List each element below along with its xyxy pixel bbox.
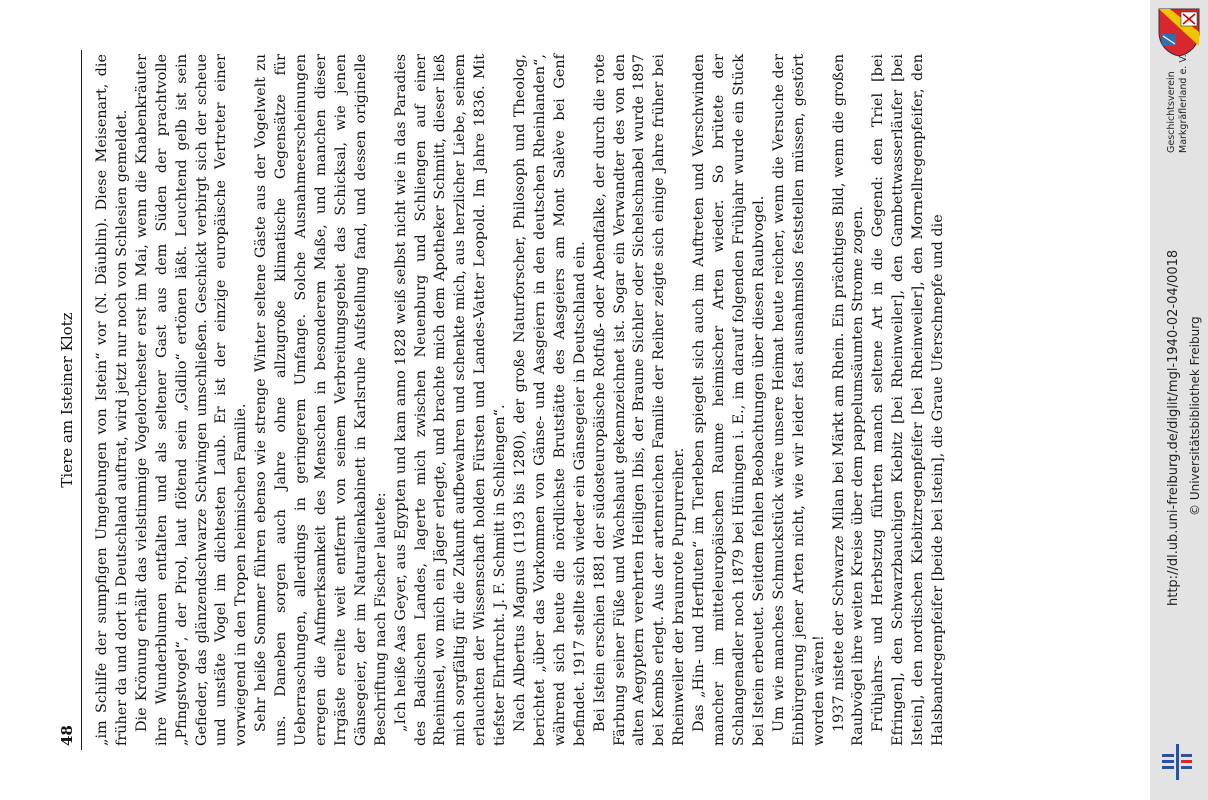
permalink-url[interactable]: http://dl.ub.uni-freiburg.de/diglit/mgl-1940-02-04/0018 [1166, 249, 1181, 606]
copyright-notice: © Universitätsbibliothek Freiburg [1188, 316, 1202, 516]
library-logo-icon [1160, 742, 1194, 782]
page-number: 48 [58, 725, 76, 746]
paragraph: Das „Hin- und Herfluten“ im Tierleben spiegelt sich auch im Auftreten und Verschwinden mancher im mitteleuropäischen Raume heimischer Arten wieder. So brütete der Schlangenadler noch 1879 bei Hüningen i. E., im darauf folgenden Frühjahr wurde ein Stück bei Istein erbeutet. Seitdem fehlen Beobachtungen über diesen Raubvogel. [691, 54, 767, 746]
paragraph: Um wie manches Schmuckstück wäre unsere Heimat heute reicher, wenn die Versuche der Einbürgerung jener Arten nicht, wie wir leider fast ausnahmslos feststellen müssen, gestört worden wären! [770, 54, 827, 746]
paragraph: Frühjahrs- und Herbstzug führten manch seltene Art in die Gegend: den Triel [bei Efringen], den Schwarzbauchigen Kiebitz [bei Rheinweiler], den Gambettwasserläufer [bei Istein], den nordischen Kiebitzregenpfeifer [bei Rheinweiler], den Mornellregenpfeifer, den Halsbandregenpfeifer [beide bei Istein], die Graue Uferschnepfe und die [870, 54, 947, 746]
paragraph: Die Krönung erhält das vielstimmige Vogelorchester erst im Mai, wenn die Knabenkräuter ihre Wunderblumen entfalten und als seltener Gast aus dem Süden der prachtvolle „Pfingstvogel“, der Pirol, laut flötend sein „Gidlio“ ertönen läßt. Leuchtend gelb ist sein Gefieder, das glänzendschwarze Schwingen umschließen. Geschickt verbirgt sich der scheue und unstäte Vogel im dichtesten Laub. Er ist der einzige europäische Vertreter einer vorwiegend in den Tropen heimischen Familie. [133, 54, 250, 746]
paragraph: 1937 nistete der Schwarze Milan bei Märkt am Rhein. Ein prächtiges Bild, wenn die großen Raubvögel ihre weiten Kreise über dem pappelumsäumten Strome zogen. [830, 54, 867, 746]
society-name-line2: Markgräflerland e. V. [1178, 54, 1189, 153]
page-header [55, 50, 82, 750]
page-body [93, 54, 949, 746]
society-name-line1: Geschichtsverein [1166, 71, 1177, 153]
paragraph: „im Schilfe der sumpfigen Umgebungen von Istein“ vor (N. Däublin). Diese Meisenart, die früher da und dort in Deutschland auftrat, wird jetzt nur noch von Schlesien gemeldet. [94, 54, 130, 746]
running-title: Tiere am Isteiner Klotz [58, 312, 76, 488]
paragraph: Bei Istein erschien 1881 der südosteuropäische Rotfuß- oder Abendfalke, der durch die rote Färbung seiner Füße und Wachshaut gekennzeichnet ist. Sogar ein Verwandter des von den alten Aegyptern verehrten Heiligen Ibis, der Braune Sichler oder Sichelschnabel wurde 1897 bei Kembs erlegt. Aus der artenreichen Familie der Reiher zeigte sich einige Jahre früher bei Rheinweiler der braunrote Purpurreiher. [591, 54, 688, 746]
paragraph: Sehr heiße Sommer führen ebenso wie strenge Winter seltene Gäste aus der Vogelwelt zu uns. Daneben sorgen auch Jahre ohne allzugroße klimatische Gegensätze für Ueberraschungen, allerdings in geringerem Umfange. Solche Ausnahmeerscheinungen erregen die Aufmerksamkeit des Menschen in besonderem Maße, und manchen dieser Irrgäste ereilte weit entfernt von seinem Verbreitungsgebiet das Schicksal, wie jenen Gänsegeier, der im Naturalienkabinett in Karlsruhe Aufstellung fand, und dessen originelle Beschriftung nach Fischer lautete: [253, 54, 389, 746]
paragraph: „Ich heiße Aas Geyer, aus Egypten und kam anno 1828 weiß selbst nicht wie in das Paradies des Badischen Landes, lagerte mich zwischen Neuenburg und Schliengen auf einer Rheininsel, wo mich ein Jäger erlegte, und brachte mich dem Apotheker Schmitt, dieser ließ mich sorgfältig für die Zukunft aufbewahren und schenkte mich, aus herzlicher Liebe, seinem erlauchten der Wissenschaft holden Fürsten und Landes-Vatter Leopold. Im Jahre 1836. Mit tiefster Ehrfurcht. J. F. Schmitt in Schliengen“. [392, 54, 509, 746]
rotated-page-content [55, 50, 1095, 750]
paragraph: Nach Albertus Magnus (1193 bis 1280), der große Naturforscher, Philosoph und Theolog, berichtet „über das Vorkommen von Gänse- und Aasgeiern in den deutschen Rheinlanden“, während sich heute die nördlichste Brutstätte des Aasgeiers am Mont Salève bei Genf befindet. 1917 stellte sich wieder ein Gänsegeier in Deutschland ein. [512, 54, 588, 746]
coat-of-arms-icon [1156, 6, 1202, 58]
